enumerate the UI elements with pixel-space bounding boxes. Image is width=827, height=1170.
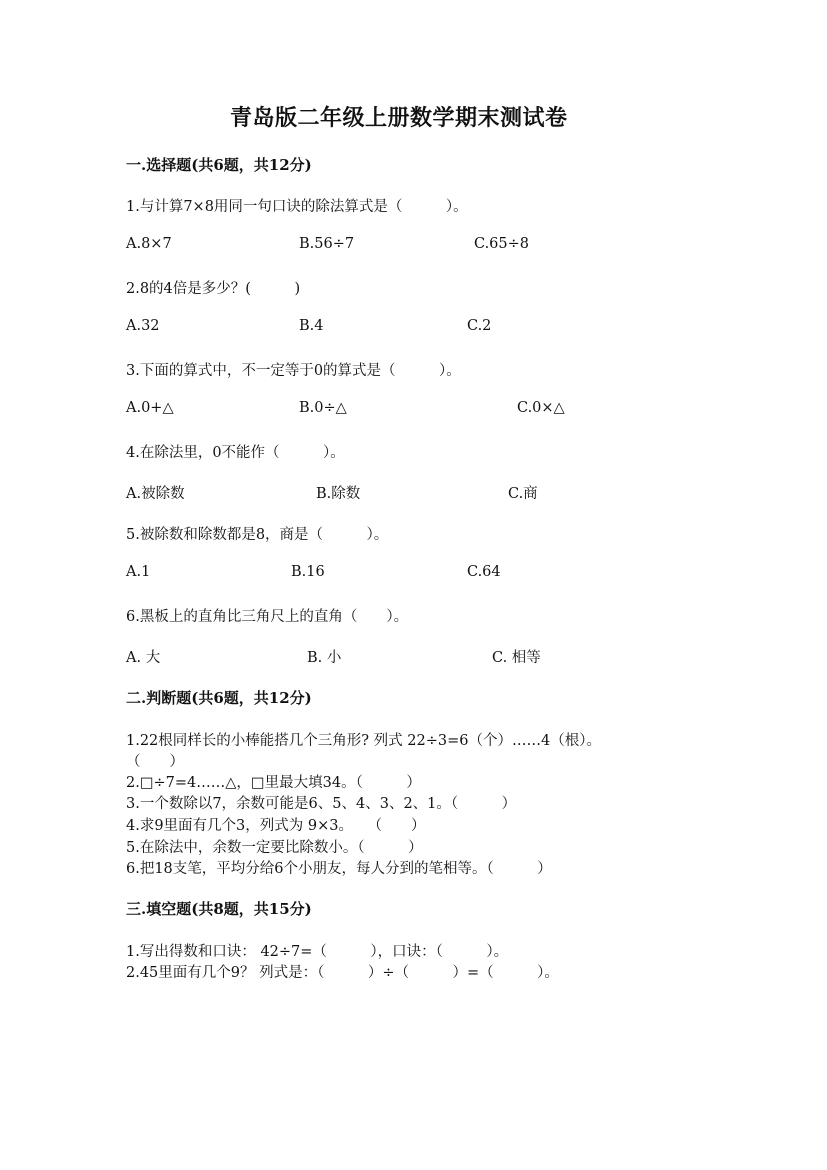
option-b: B.16 (291, 564, 325, 580)
judgement-item-continuation: （ ） (126, 754, 184, 770)
option-c: C.0×△ (517, 400, 565, 416)
option-b: B.0÷△ (299, 400, 347, 416)
option-b: B.除数 (316, 486, 361, 502)
option-c: C.2 (467, 318, 492, 334)
option-c: C.商 (508, 486, 538, 502)
option-b: B. 小 (307, 650, 342, 666)
section-heading-choice: 一.选择题(共6题，共12分) (126, 156, 312, 174)
judgement-item: 5.在除法中，余数一定要比除数小。（ ） (126, 840, 423, 856)
option-c: C.65÷8 (474, 236, 530, 252)
fill-in-item: 1.写出得数和口诀： 42÷7=（ ），口诀：（ ）。 (126, 944, 509, 960)
option-c: C. 相等 (492, 650, 541, 666)
option-a: A.32 (126, 318, 160, 334)
fill-in-item: 2.45里面有几个9？ 列式是：（ ）÷（ ）=（ ）。 (126, 965, 559, 981)
question-stem: 1.与计算7×8用同一句口诀的除法算式是（ ）。 (126, 199, 468, 215)
question-stem: 3.下面的算式中，不一定等于0的算式是（ ）。 (126, 363, 461, 379)
question-stem: 4.在除法里，0不能作（ ）。 (126, 445, 345, 461)
option-a: A.0+△ (126, 400, 174, 416)
section-heading-fill-in: 三.填空题(共8题，共15分) (126, 900, 312, 918)
judgement-item: 4.求9里面有几个3，列式为 9×3。 （ ） (126, 818, 426, 834)
judgement-item: 2.□÷7=4……△，□里最大填34。（ ） (126, 775, 421, 791)
question-stem: 5.被除数和除数都是8，商是（ ）。 (126, 527, 389, 543)
option-a: A. 大 (126, 650, 161, 666)
option-b: B.56÷7 (299, 236, 355, 252)
section-heading-judgement: 二.判断题(共6题，共12分) (126, 689, 312, 707)
question-stem: 6.黑板上的直角比三角尺上的直角（ ）。 (126, 609, 409, 625)
option-c: C.64 (467, 564, 501, 580)
judgement-item: 1.22根同样长的小棒能搭几个三角形? 列式 22÷3=6（个）……4（根）。 (126, 733, 601, 749)
option-a: A.1 (126, 564, 151, 580)
question-stem: 2.8的4倍是多少？( ) (126, 281, 301, 297)
judgement-item: 3.一个数除以7，余数可能是6、5、4、3、2、1。（ ） (126, 796, 517, 812)
option-a: A.8×7 (126, 236, 172, 252)
option-a: A.被除数 (126, 486, 185, 502)
option-b: B.4 (299, 318, 324, 334)
page-title: 青岛版二年级上册数学期末测试卷 (230, 105, 568, 131)
judgement-item: 6.把18支笔，平均分给6个小朋友，每人分到的笔相等。（ ） (126, 861, 552, 877)
